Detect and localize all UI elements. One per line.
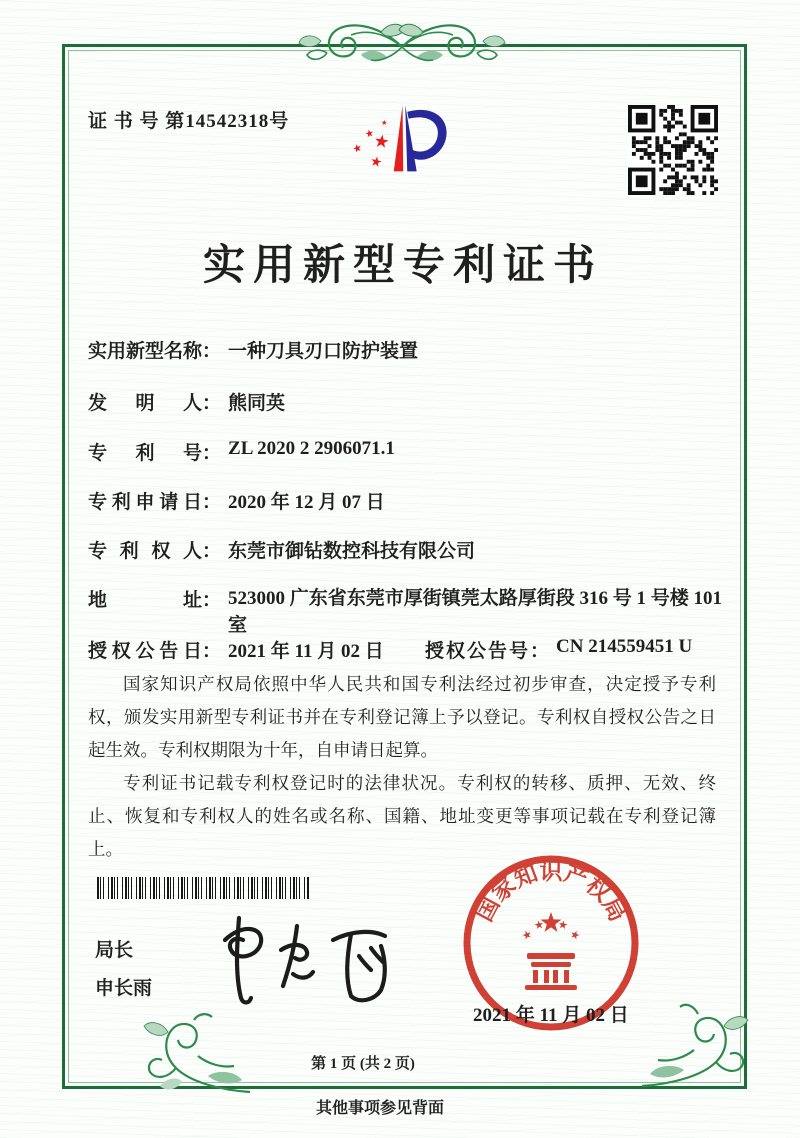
field-row-patentee: 专利权人 ： 东莞市御钻数控科技有限公司	[88, 536, 475, 563]
field-value: ZL 2020 2 2906071.1	[228, 438, 395, 459]
field-label: 实用新型名称	[88, 341, 203, 362]
field-value: 一种刀具刃口防护装置	[228, 341, 419, 362]
cnipa-logo-icon	[333, 94, 468, 196]
field-label: 授权公告号	[425, 641, 531, 662]
field-value: 熊同英	[228, 393, 286, 414]
signer-block	[95, 932, 152, 1008]
field-value: 2020 年 12 月 07 日	[228, 492, 385, 513]
frame-ornament-top-icon	[281, 18, 523, 76]
signature-shen-changyu	[205, 900, 405, 1010]
qr-code	[628, 105, 718, 195]
certificate-title: 实用新型专利证书	[202, 243, 603, 289]
field-row-inventor: 发明人 ： 熊同英	[88, 388, 285, 415]
field-row-grant-date: 授权公告日 ： 2021 年 11 月 02 日 授权公告号 ： CN 214559451 U	[88, 636, 693, 662]
signer-name: 申长雨	[95, 978, 153, 999]
signer-title: 局长	[95, 940, 134, 961]
field-value: 东莞市御钻数控科技有限公司	[228, 541, 476, 562]
frame-ornament-bottom-left-icon	[138, 1012, 256, 1098]
seal-date: 2021 年 11 月 02 日	[473, 1005, 629, 1026]
back-side-note: 其他事项参见背面	[315, 1100, 444, 1117]
certificate-number: 证 书 号 第14542318号	[88, 111, 290, 132]
field-row-patent-number: 专利号 ： ZL 2020 2 2906071.1	[88, 438, 395, 464]
field-label: 专利号	[88, 443, 202, 464]
field-value: 523000 广东省东莞市厚街镇莞太路厚街段 316 号 1 号楼 101 室	[228, 588, 723, 636]
legal-text	[88, 668, 716, 866]
field-label: 专利权人	[88, 541, 202, 562]
field-row-address: 地址 ： 523000 广东省东莞市厚街镇莞太路厚街段 316 号 1 号楼 101 室	[88, 585, 740, 639]
national-emblem-icon	[521, 912, 580, 990]
legal-paragraph: 国家知识产权局依照中华人民共和国专利法经过初步审查，决定授予专利权，颁发实用新型专利证书并在专利登记簿上予以登记。专利权自授权公告之日起生效。专利权期限为十年，自申请日起算。	[88, 674, 716, 760]
barcode	[97, 877, 310, 899]
field-row-name: 实用新型名称 ： 一种刀具刃口防护装置	[88, 336, 418, 363]
field-label: 发明人	[88, 393, 202, 414]
field-row-filing-date: 专利申请日 ： 2020 年 12 月 07 日	[88, 487, 385, 514]
legal-paragraph: 专利证书记载专利权登记时的法律状况。专利权的转移、质押、无效、终止、恢复和专利权人的姓名或名称、国籍、地址变更等事项记载在专利登记簿上。	[88, 773, 716, 859]
page-indicator: 第 1 页 (共 2 页)	[311, 1056, 415, 1072]
seal-text: 国家知识产权局	[471, 859, 631, 926]
field-row-grant-number: 授权公告号 ： CN 214559451 U	[425, 636, 693, 662]
field-value: 2021 年 11 月 02 日	[228, 641, 384, 662]
frame-ornament-bottom-right-icon	[636, 998, 754, 1094]
field-label: 授权公告日	[88, 641, 202, 662]
field-value: CN 214559451 U	[556, 636, 693, 657]
field-label: 专利申请日	[88, 492, 202, 513]
field-label: 地址	[88, 590, 202, 611]
